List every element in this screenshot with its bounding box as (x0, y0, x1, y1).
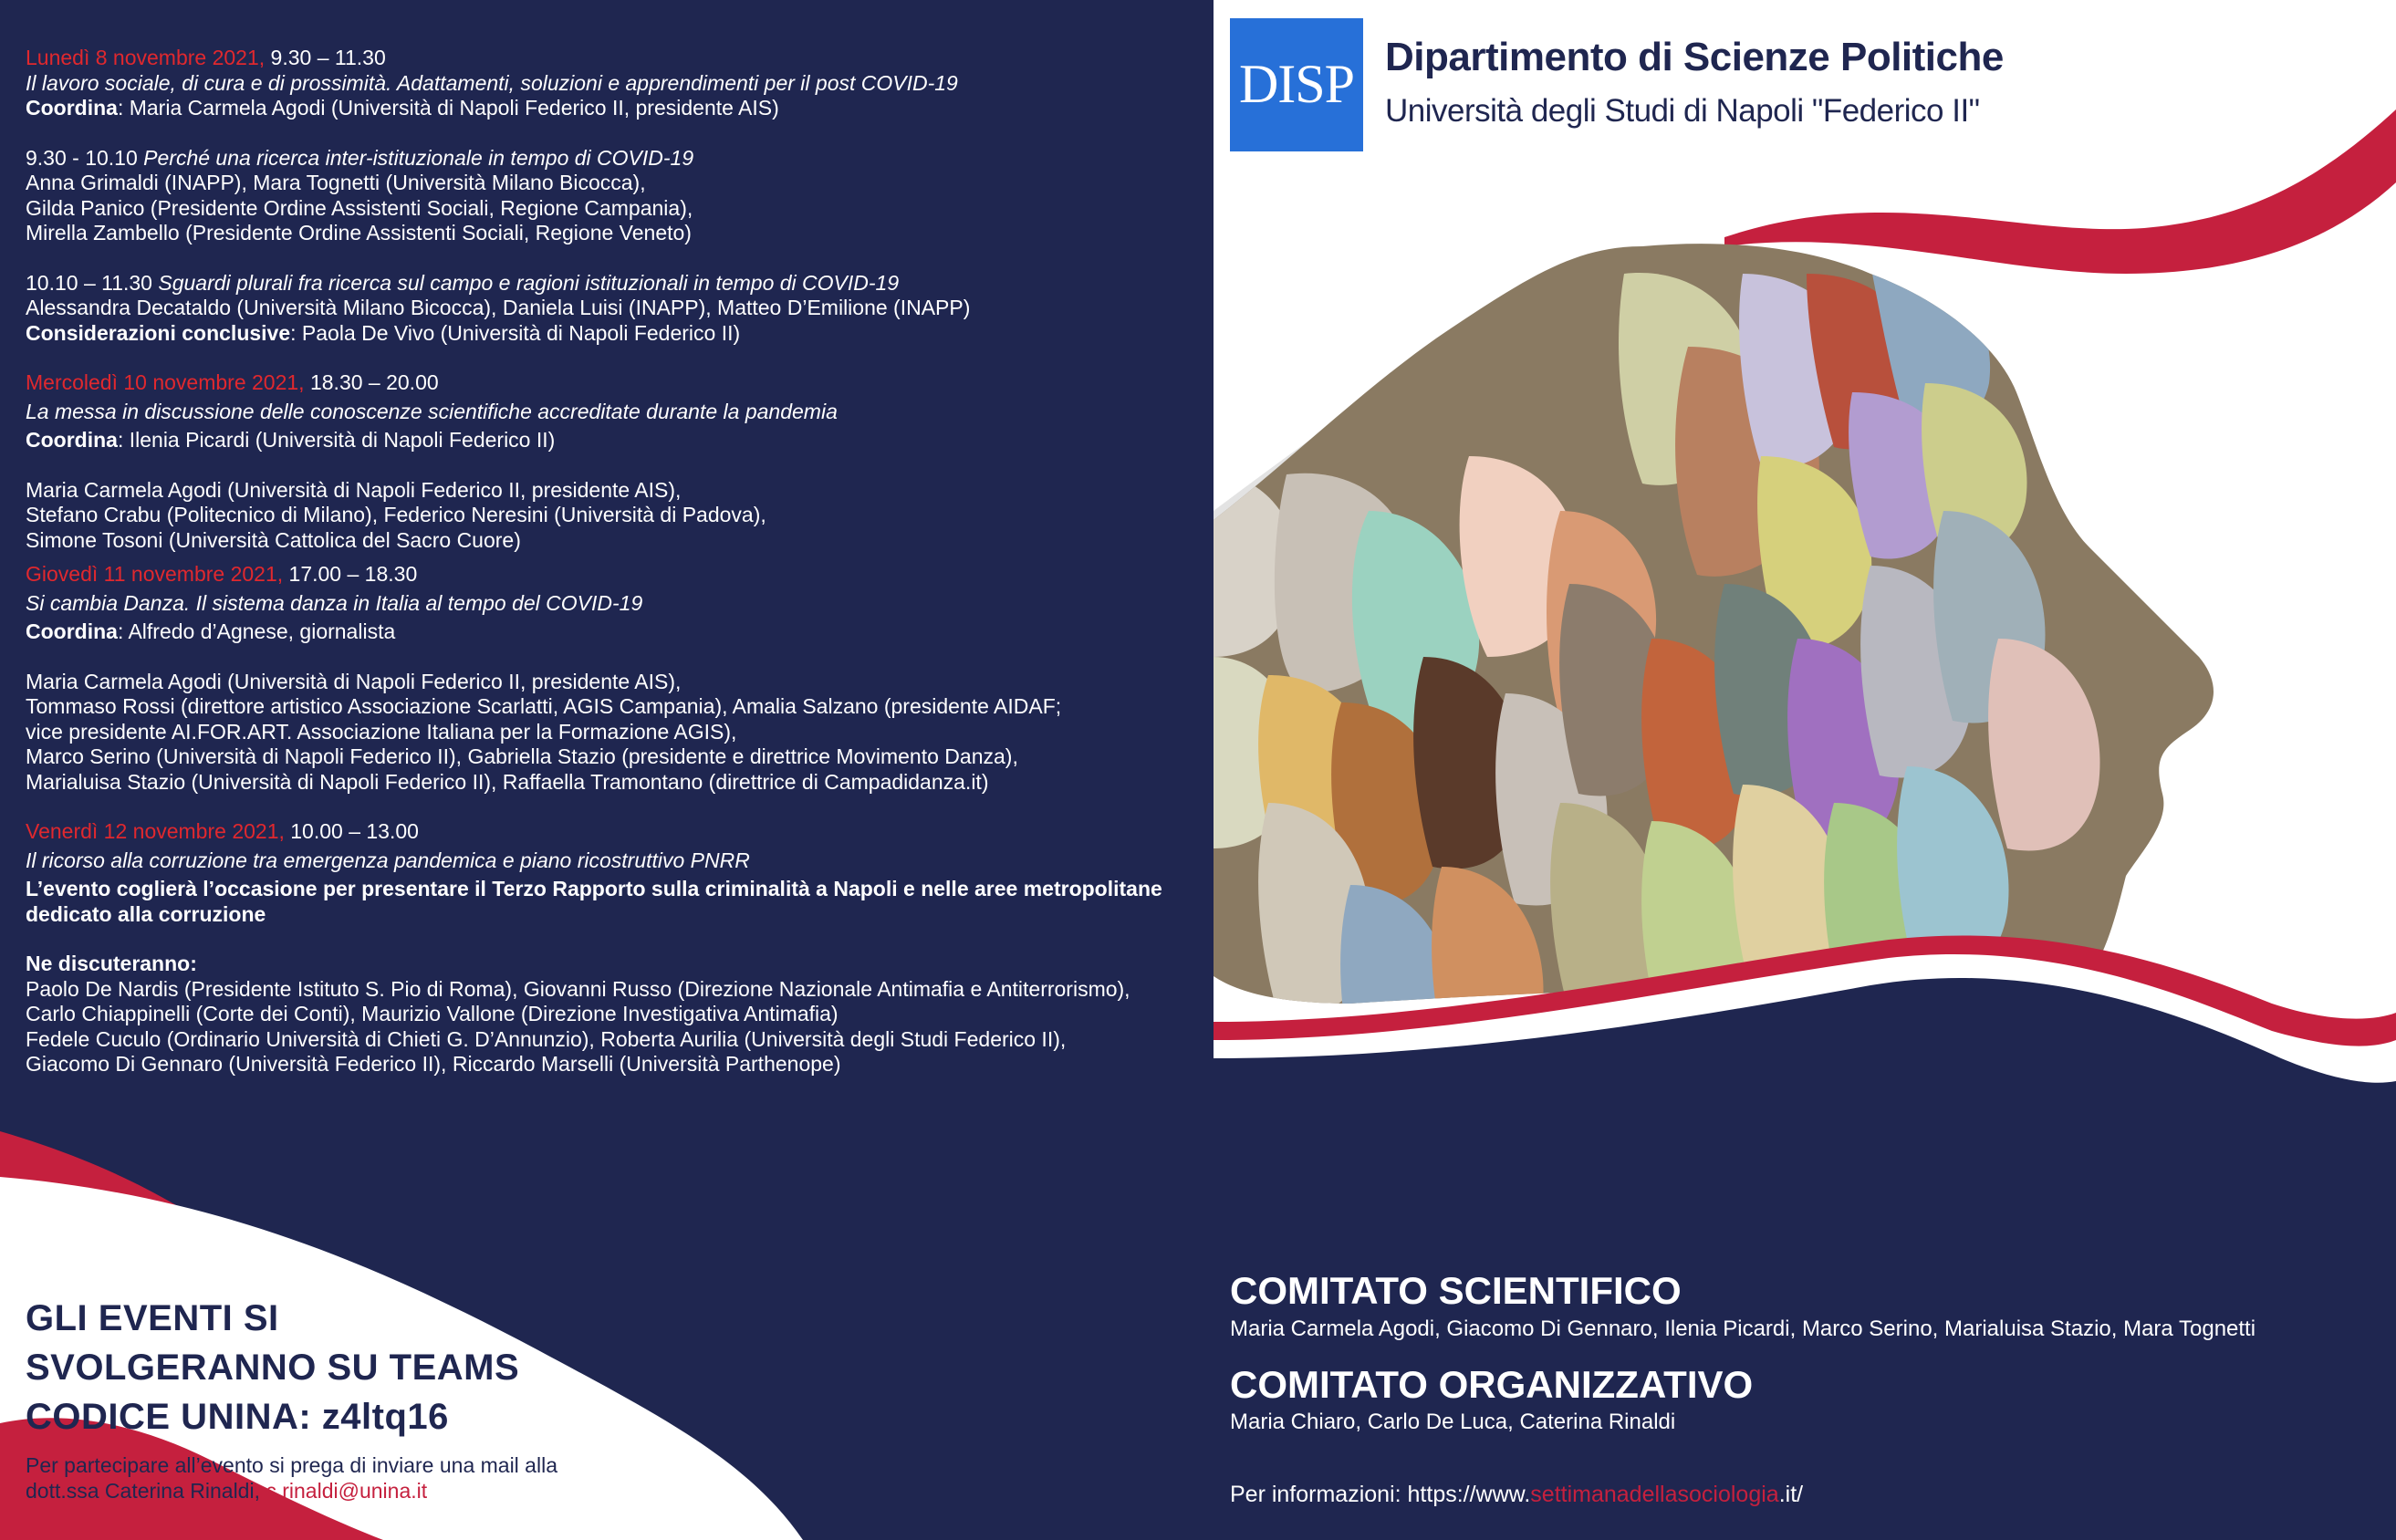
info-label: Per informazioni: https://www. (1230, 1482, 1531, 1507)
department-title: Dipartimento di Scienze Politiche (1385, 35, 2004, 79)
coord-name: : Maria Carmela Agodi (Università di Napoli Federico II, presidente AIS) (117, 96, 779, 120)
speakers-line: Marialuisa Stazio (Università di Napoli Federico II), Raffaella Tramontano (direttrice di Campadidanza.it) (26, 769, 989, 794)
teams-line: SVOLGERANNO SU TEAMS (26, 1348, 520, 1388)
scientific-committee-names: Maria Carmela Agodi, Giacomo Di Gennaro, Ilenia Picardi, Marco Serino, Marialuisa Stazio, Mara Tognetti (1230, 1316, 2256, 1341)
event-3-header (26, 562, 1203, 588)
coord-label: Coordina (26, 619, 118, 643)
participation-note (26, 1452, 557, 1504)
conclusions (26, 321, 1203, 347)
session-title: Sguardi plurali fra ricerca sul campo e ragioni istituzionali in tempo di COVID-19 (158, 270, 900, 295)
teams-code: CODICE UNINA: z4ltq16 (26, 1397, 449, 1437)
speakers-line: Paolo De Nardis (Presidente Istituto S. Pio di Roma), Giovanni Russo (Direzione Nazionale Antimafia e Antiterrorismo), (26, 976, 1130, 1001)
speakers-line: Stefano Crabu (Politecnico di Milano), Federico Neresini (Università di Padova), (26, 503, 766, 526)
event-date: Giovedì 11 novembre 2021, (26, 562, 284, 586)
conclusions-label: Considerazioni conclusive (26, 320, 291, 345)
coord-label: Coordina (26, 428, 118, 452)
contact-email[interactable]: c.rinaldi@unina.it (266, 1479, 428, 1503)
event-description: L’evento coglierà l’occasione per presentare il Terzo Rapporto sulla criminalità a Napoli e nelle aree metropolitane (26, 877, 1162, 900)
event-date: Mercoledì 10 novembre 2021, (26, 370, 305, 394)
event-time: 17.00 – 18.30 (283, 562, 418, 586)
speakers-line: vice presidente AI.FOR.ART. Associazione Italiana per la Formazione AGIS), (26, 719, 737, 744)
logo-text: DISP (1238, 54, 1355, 114)
event-title: La messa in discussione delle conoscenze scientifiche accreditate durante la pandemia (26, 399, 838, 423)
event-description: dedicato alla corruzione (26, 901, 266, 926)
event-coordinator (26, 619, 1203, 645)
speakers-line: Fedele Cuculo (Ordinario Università di Chieti G. D’Annunzio), Roberta Aurilia (Università degli Studi Federico II), (26, 1026, 1067, 1051)
organizing-committee-names: Maria Chiaro, Carlo De Luca, Caterina Rinaldi (1230, 1410, 1676, 1434)
coord-name: : Ilenia Picardi (Università di Napoli Federico II) (117, 428, 556, 452)
speakers-line: Mirella Zambello (Presidente Ordine Assistenti Sociali, Regione Veneto) (26, 221, 692, 245)
participation-line (26, 1478, 557, 1504)
top-swoosh (1724, 109, 2396, 274)
event-time: 9.30 – 11.30 (265, 46, 386, 69)
event-date: Venerdì 12 novembre 2021, (26, 819, 285, 843)
scientific-committee-title: COMITATO SCIENTIFICO (1230, 1269, 1682, 1312)
event-title: Il ricorso alla corruzione tra emergenza pandemica e piano ricostruttivo PNRR (26, 848, 750, 872)
right-panel (1214, 0, 2396, 1540)
participation-line: Per partecipare all’evento si prega di inviare una mail alla (26, 1453, 557, 1477)
organizing-committee-title: COMITATO ORGANIZZATIVO (1230, 1363, 1754, 1406)
event-title: Si cambia Danza. Il sistema danza in Italia al tempo del COVID-19 (26, 590, 643, 615)
disp-logo (1230, 18, 1363, 151)
teams-notice (26, 1294, 519, 1441)
coord-label: Coordina (26, 96, 118, 120)
university-name: Università degli Studi di Napoli "Federico II" (1385, 93, 1980, 129)
speakers-line: Simone Tosoni (Università Cattolica del Sacro Cuore) (26, 527, 521, 552)
event-time: 18.30 – 20.00 (304, 370, 439, 394)
contact-name: dott.ssa Caterina Rinaldi, (26, 1479, 266, 1503)
event-date: Lunedì 8 novembre 2021, (26, 46, 266, 69)
session-header (26, 146, 1203, 172)
event-time: 10.00 – 13.00 (284, 819, 419, 843)
speakers-line: Maria Carmela Agodi (Università di Napoli Federico II, presidente AIS), (26, 669, 682, 693)
speakers-line: Alessandra Decataldo (Università Milano Bicocca), Daniela Luisi (INAPP), Matteo D’Emilione (INAPP) (26, 296, 971, 319)
session-title: Perché una ricerca inter-istituzionale in tempo di COVID-19 (143, 145, 694, 170)
event-coordinator (26, 428, 1203, 453)
session-header (26, 271, 1203, 297)
info-link[interactable]: settimanadellasociologia (1530, 1482, 1779, 1507)
teams-line: GLI EVENTI SI (26, 1298, 279, 1338)
speakers-line: Giacomo Di Gennaro (Università Federico II), Riccardo Marselli (Università Parthenope) (26, 1052, 841, 1076)
event-1-header (26, 46, 1203, 71)
speakers-line: Anna Grimaldi (INAPP), Mara Tognetti (Università Milano Bicocca), (26, 171, 646, 194)
info-suffix: .it/ (1778, 1482, 1804, 1507)
info-line (1230, 1482, 1803, 1508)
session-time: 10.10 – 11.30 (26, 270, 159, 295)
event-coordinator (26, 96, 1203, 121)
speakers-line: Gilda Panico (Presidente Ordine Assistenti Sociali, Regione Campania), (26, 195, 693, 220)
speakers-line: Maria Carmela Agodi (Università di Napoli Federico II, presidente AIS), (26, 477, 682, 502)
schedule (26, 46, 1203, 1077)
event-4-header (26, 819, 1203, 845)
conclusions-name: : Paola De Vivo (Università di Napoli Federico II) (290, 320, 741, 345)
discussants-label: Ne discuteranno: (26, 952, 197, 975)
event-title: Il lavoro sociale, di cura e di prossimità. Adattamenti, soluzioni e apprendimenti per il post COVID-19 (26, 70, 958, 95)
speakers-line: Carlo Chiappinelli (Corte dei Conti), Maurizio Vallone (Direzione Investigativa Antimafia) (26, 1002, 839, 1025)
speakers-line: Marco Serino (Università di Napoli Federico II), Gabriella Stazio (presidente e direttrice Movimento Danza), (26, 744, 1018, 768)
event-2-header (26, 370, 1203, 396)
speakers-line: Tommaso Rossi (direttore artistico Associazione Scarlatti, AGIS Campania), Amalia Salzano (presidente AIDAF; (26, 694, 1062, 718)
session-time: 9.30 - 10.10 (26, 145, 144, 170)
coord-name: : Alfredo d’Agnese, giornalista (117, 619, 396, 643)
